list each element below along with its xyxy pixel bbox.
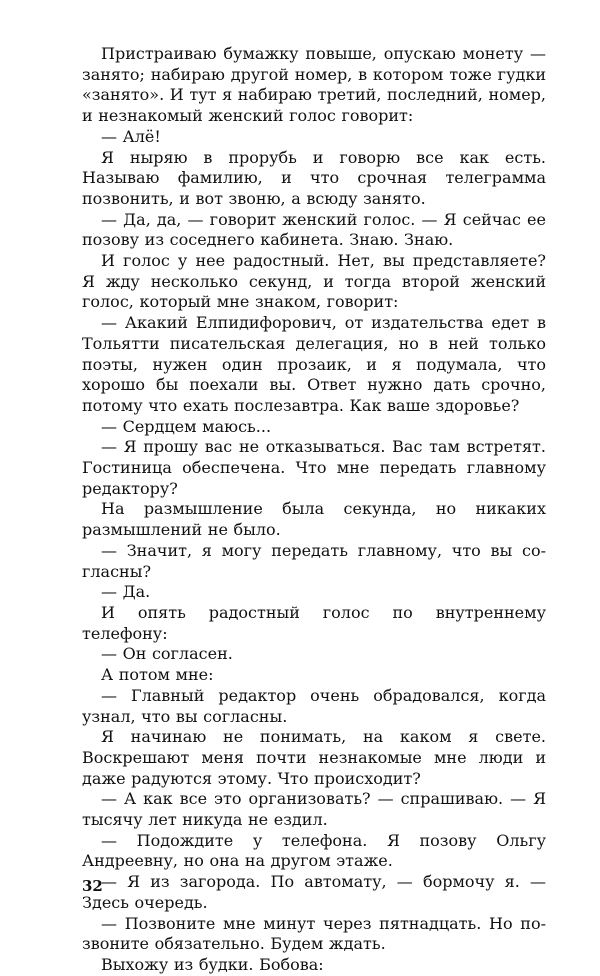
paragraph: — Он согласен. [101, 644, 233, 664]
paragraph: — Я из загорода. По автомату, — бормочу я. — Здесь очередь. [82, 872, 546, 912]
paragraph: — Да, да, — говорит женский голос. — Я сейчас ее позову из соседнего кабинета. Знаю. Знаю. [82, 209, 546, 250]
paragraph: На размышление была секунда, но никаких размышлений не было. [82, 499, 546, 540]
paragraph: Я ныряю в прорубь и говорю все как есть. Называю фамилию, и что срочная телеграмма позвонить, и вот звоню, а всюду занято. [82, 147, 546, 208]
paragraph: — Акакий Елпидифорович, от издательства едет в Тольятти писательская делегация, но в ней только поэты, нужен один прозаик, и я подумала, что хорошо бы поехали вы. Ответ нужно дать срочно, потому что ехать послезавтра. Как ваше здоровье? [82, 313, 546, 415]
paragraph: — Сердцем маюсь... [101, 416, 272, 436]
paragraph: — Подождите у телефона. Я позову Ольгу Андреевну, но она на другом этаже. [82, 830, 546, 871]
paragraph: — Главный редактор очень обрадовался, когда узнал, что вы согласны. [82, 685, 546, 726]
page-body [82, 44, 546, 976]
paragraph: Выхожу из будки. Бобова: [101, 954, 324, 974]
paragraph: — Да. [101, 582, 151, 602]
paragraph: — Значит, я могу передать главному, что вы согласны? [82, 540, 546, 581]
paragraph: — А как все это организовать? — спрашиваю. — Я тысячу лет никуда не ездил. [82, 789, 546, 830]
paragraph: И голос у нее радостный. Нет, вы представляете? Я жду несколько секунд, и тогда второй женский голос, который мне знаком, говорит: [82, 251, 546, 312]
paragraph: — Алё! [101, 126, 161, 146]
paragraph: А потом мне: [101, 665, 214, 685]
paragraph: Пристраиваю бумажку повыше, опускаю монету — занято; набираю другой номер, в котором тоже гудки «занято». И тут я набираю третий, последний, номер, и незнакомый женский голос говорит: [82, 44, 546, 126]
paragraph: И опять радостный голос по внутреннему телефону: [82, 602, 546, 643]
page-number: 32 [82, 877, 103, 895]
paragraph: Я начинаю не понимать, на каком я свете. Воскрешают меня почти незнакомые мне люди и даже радуются этому. Что происходит? [82, 727, 546, 788]
paragraph: — Я прошу вас не отказываться. Вас там встретят. Гостиница обеспечена. Что мне передать главному редактору? [82, 437, 546, 498]
paragraph: — Позвоните мне минут через пятнадцать. Но позвоните обязательно. Будем ждать. [82, 913, 546, 954]
